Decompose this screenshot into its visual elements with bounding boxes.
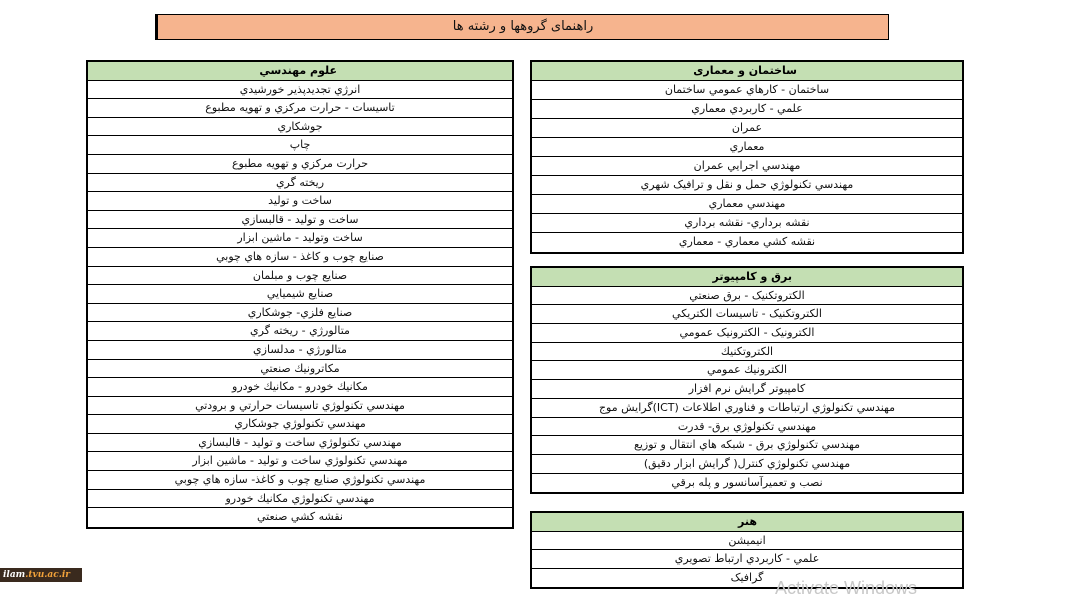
table-row: صنايع فلزي- جوشكاري <box>88 304 512 323</box>
table-row: نصب و تعميرآسانسور و پله برقي <box>671 475 823 489</box>
art-header: هنر <box>532 513 962 532</box>
table-row: مهندسي تكنولوژي جوشكاري <box>88 415 512 434</box>
table-row: چاپ <box>88 136 512 155</box>
table-row: نقشه برداري- نقشه برداري <box>532 214 962 233</box>
table-row: حرارت مركزي و تهويه مطبوع <box>88 155 512 174</box>
electrical-table <box>530 266 964 494</box>
table-row: ساخت وتوليد - ماشين ابزار <box>88 229 512 248</box>
table-row: صنايع چوب و كاغذ - سازه هاي چوبي <box>88 248 512 267</box>
table-row: ساختمان - كارهاي عمومي ساختمان <box>532 81 962 100</box>
table-row: گرافيک <box>730 570 764 584</box>
table-row: عمران <box>532 119 962 138</box>
table-row: مهندسي تكنولوژي حمل و نقل و ترافيک شهري <box>532 176 962 195</box>
table-row: كامپيوتر گرايش نرم افزار <box>532 380 962 399</box>
table-row: ساخت و توليد <box>88 192 512 211</box>
page-title: راهنمای گروهها و رشته ها <box>155 14 889 40</box>
table-row: ريخته گري <box>88 174 512 193</box>
table-row: الكترونيک - الكترونيک عمومي <box>532 324 962 343</box>
table-row: انرژي تجديدپذير خورشيدي <box>88 81 512 100</box>
table-row: مهندسي تكنولوژي ساخت و توليد - قالبسازي <box>88 434 512 453</box>
table-row: مهندسي تكنولوژي كنترل( گرايش ابزار دقيق) <box>532 455 962 474</box>
building-table <box>530 60 964 254</box>
site-logo <box>0 568 82 582</box>
table-row: علمي - كاربردي معماري <box>532 100 962 119</box>
table-row: الكترونيك عمومي <box>532 361 962 380</box>
activation-watermark: Activate Windows <box>775 578 918 598</box>
table-row: مهندسي تكنولوژي برق - شبكه هاي انتقال و توزيع <box>532 436 962 455</box>
table-row: تاسيسات - حرارت مركزي و تهويه مطبوع <box>88 99 512 118</box>
engineering-table <box>86 60 514 529</box>
table-row: مهندسي تكنولوژي ساخت و توليد - ماشين ابزار <box>88 452 512 471</box>
table-row: مهندسي تكنولوژي صنايع چوب و كاغذ- سازه هاي چوبي <box>88 471 512 490</box>
table-row: مهندسي تكنولوژي مكانيك خودرو <box>88 490 512 509</box>
table-row: علمي - كاربردي ارتباط تصويري <box>532 550 962 569</box>
table-row: جوشكاري <box>88 118 512 137</box>
table-row: مهندسي تكنولوژي ارتباطات و فناوري اطلاعات (ICT)گرايش موج <box>532 399 962 418</box>
table-row: مهندسي تكنولوژي تاسيسات حرارتي و برودتي <box>88 397 512 416</box>
table-row: الكتروتكنيک - برق صنعتي <box>532 287 962 306</box>
table-row: مهندسي اجرايي عمران <box>532 157 962 176</box>
engineering-header: علوم مهندسي <box>88 62 512 81</box>
table-row: صنايع شيميايي <box>88 285 512 304</box>
table-row: نقشه كشي معماري - معماري <box>678 235 816 248</box>
table-row: مهندسي معماري <box>532 195 962 214</box>
table-row: صنايع چوب و مبلمان <box>88 267 512 286</box>
table-row: ساخت و توليد - قالبسازي <box>88 211 512 230</box>
table-row: مكاترونيك صنعتي <box>88 360 512 379</box>
logo-suffix: .tvu.ac.ir <box>25 570 71 580</box>
table-row: مكانيك خودرو - مكانيك خودرو <box>88 378 512 397</box>
logo-main: ilam <box>3 570 26 580</box>
building-header: ساختمان و معماری <box>532 62 962 81</box>
table-row: مهندسي تكنولوژي برق- قدرت <box>532 418 962 437</box>
table-row: معماري <box>532 138 962 157</box>
table-row: الكتروتكنيك <box>532 343 962 362</box>
table-row: نقشه كشي صنعتي <box>256 510 343 524</box>
electrical-header: برق و کامپیوتر <box>532 268 962 287</box>
table-row: انيميشن <box>532 532 962 551</box>
table-row: متالورژي - مدلسازي <box>88 341 512 360</box>
table-row: متالورژي - ريخته گري <box>88 322 512 341</box>
table-row: الكتروتكنيک - تاسيسات الكتريكي <box>532 305 962 324</box>
